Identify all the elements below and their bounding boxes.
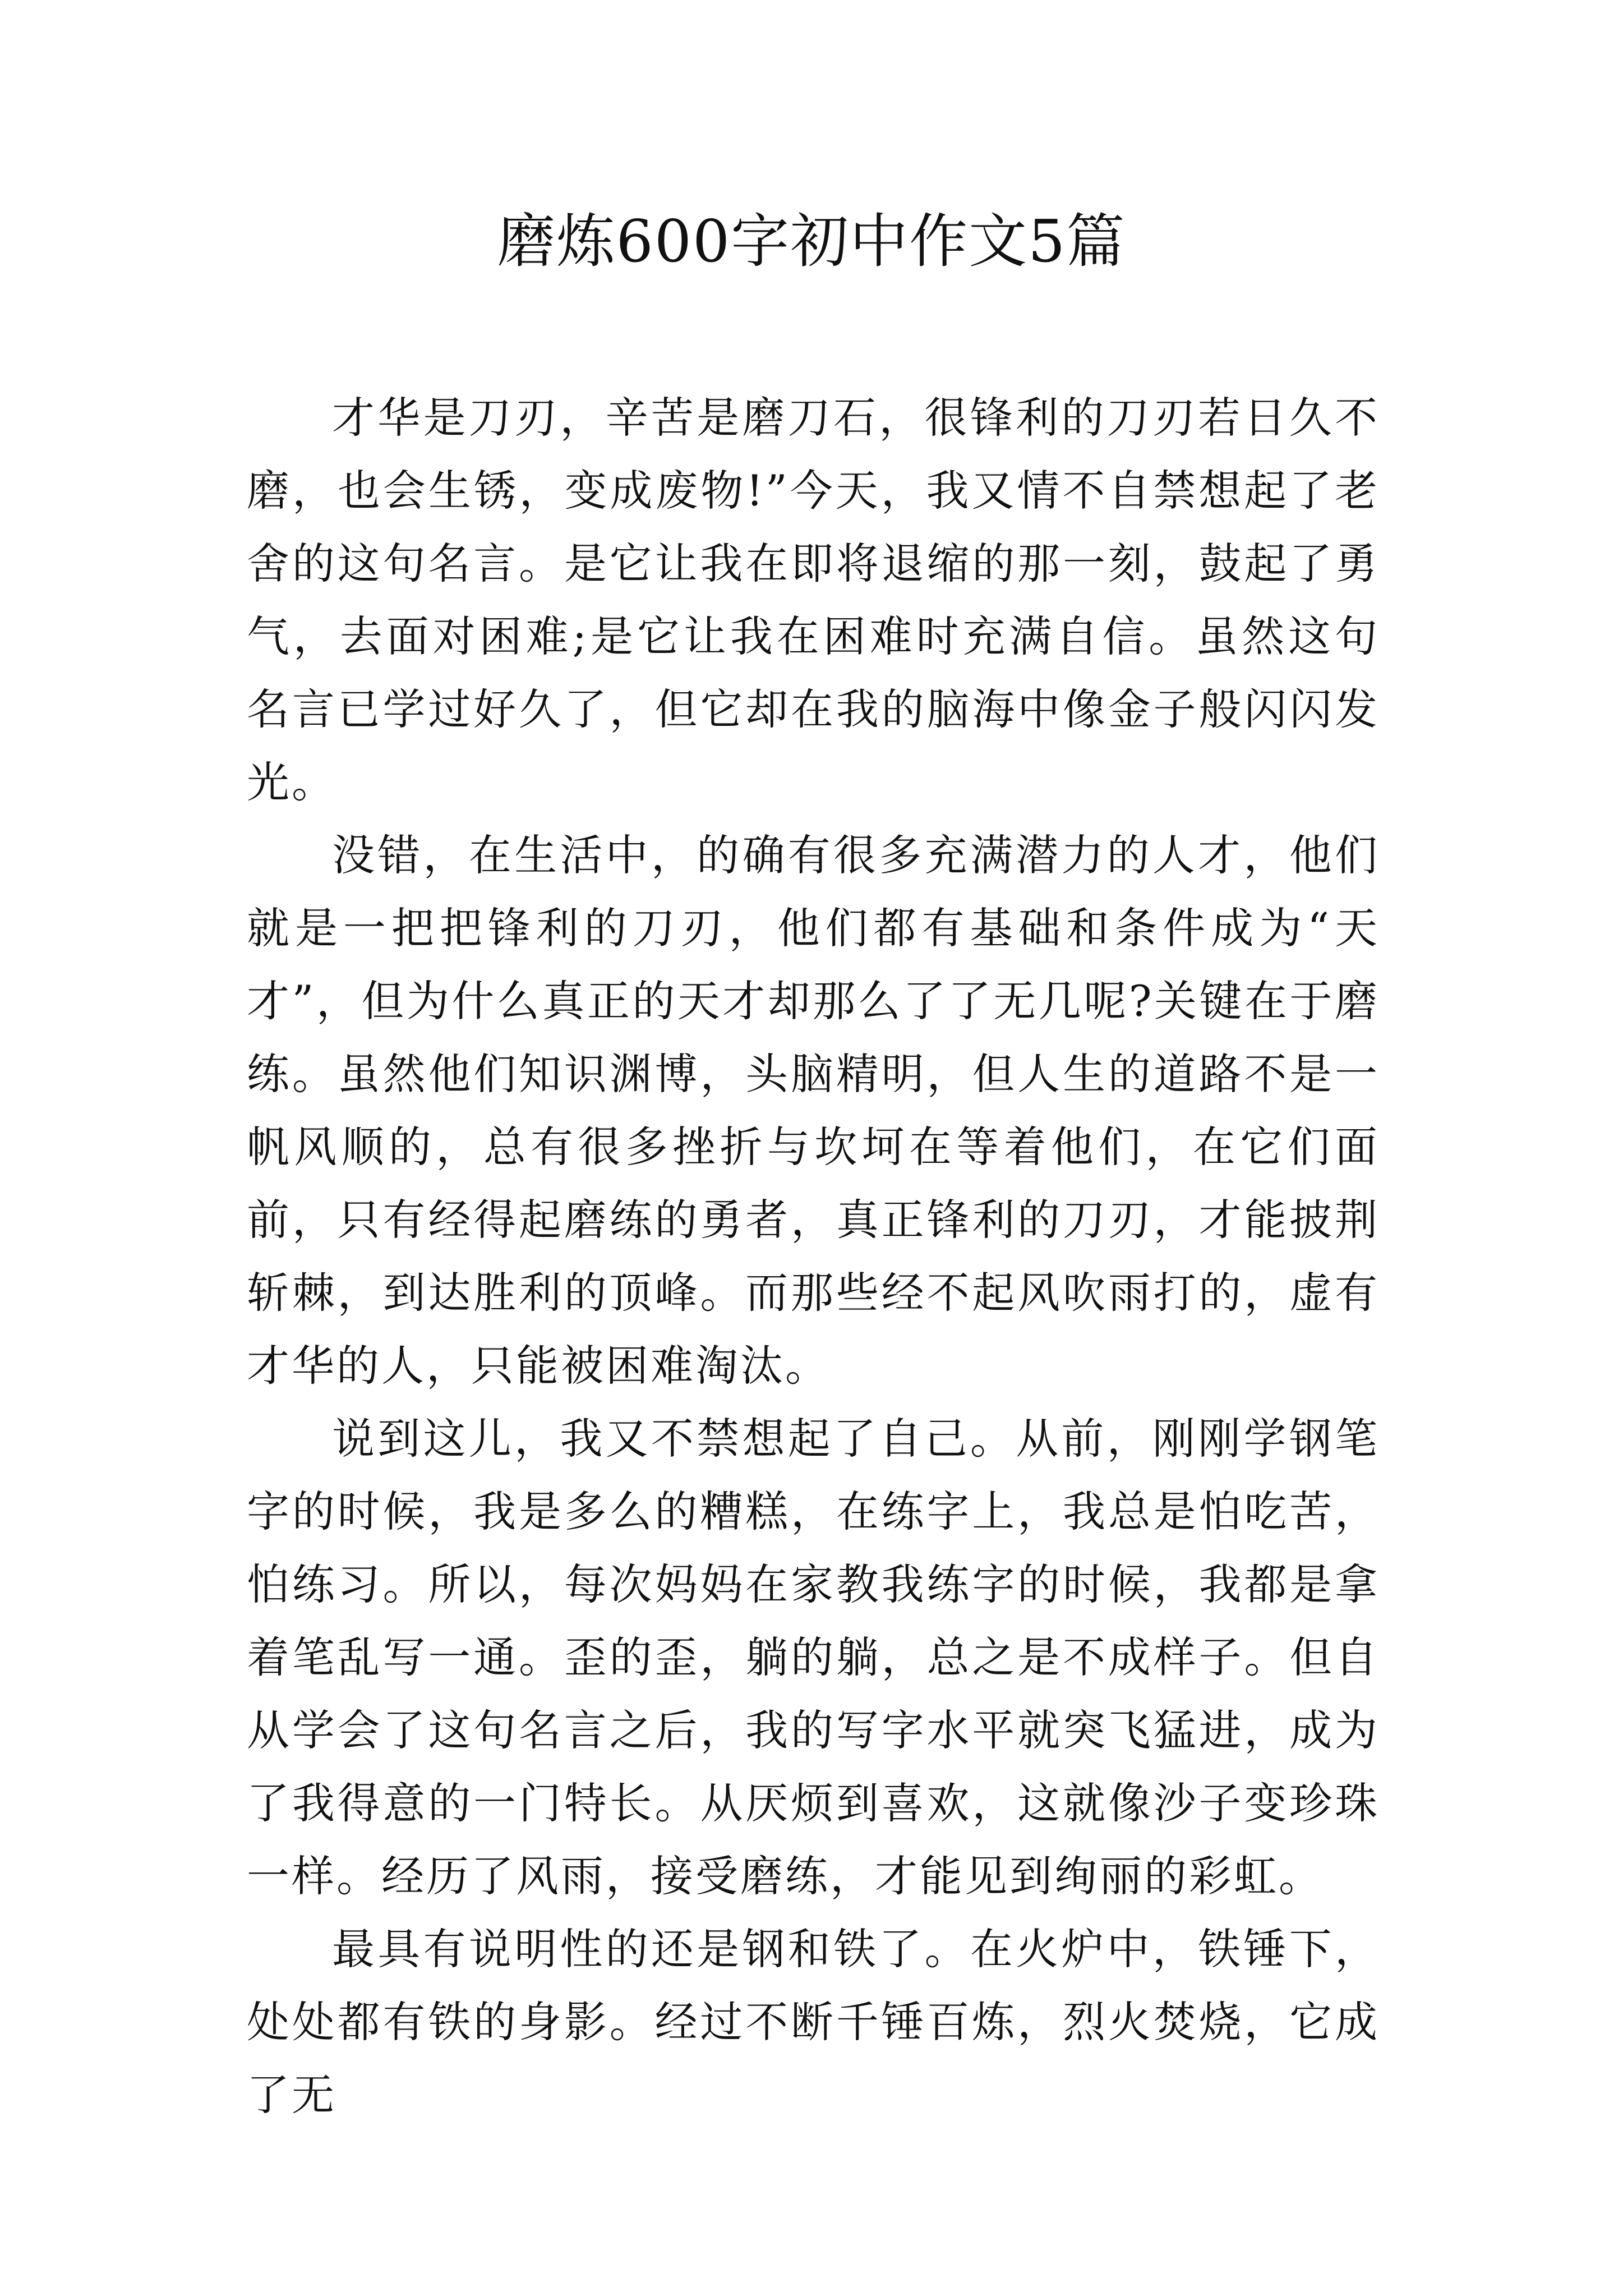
paragraph: 最具有说明性的还是钢和铁了。在火炉中，铁锤下，处处都有铁的身影。经过不断千锤百炼，烈火焚烧，它成了无 [247,1924,1380,2120]
document-title: 磨炼600字初中作文5篇 [497,207,1126,275]
paragraph: 没错，在生活中，的确有很多充满潜力的人才，他们就是一把把锋利的刀刃，他们都有基础和条件成为“天才”，但为什么真正的天才却那么了了无几呢?关键在于磨练。虽然他们知识渊博，头脑精明，但人生的道路不是一帆风顺的，总有很多挫折与坎坷在等着他们，在它们面前，只有经得起磨练的勇者，真正锋利的刀刃，才能披荆斩棘，到达胜利的顶峰。而那些经不起风吹雨打的，虚有才华的人，只能被困难淘汰。 [247,830,1380,1391]
document-body [247,381,1380,2132]
paragraph: 才华是刀刃，辛苦是磨刀石，很锋利的刀刃若日久不磨，也会生锈，变成废物!”今天，我又情不自禁想起了老舍的这句名言。是它让我在即将退缩的那一刻，鼓起了勇气，去面对困难;是它让我在困难时充满自信。虽然这句名言已学过好久了，但它却在我的脑海中像金子般闪闪发光。 [247,393,1380,807]
paragraph: 说到这儿，我又不禁想起了自己。从前，刚刚学钢笔字的时候，我是多么的糟糕，在练字上，我总是怕吃苦，怕练习。所以，每次妈妈在家教我练字的时候，我都是拿着笔乱写一通。歪的歪，躺的躺，总之是不成样子。但自从学会了这句名言之后，我的写字水平就突飞猛进，成为了我得意的一门特长。从厌烦到喜欢，这就像沙子变珍珠一样。经历了风雨，接受磨练，才能见到绚丽的彩虹。 [247,1414,1380,1901]
